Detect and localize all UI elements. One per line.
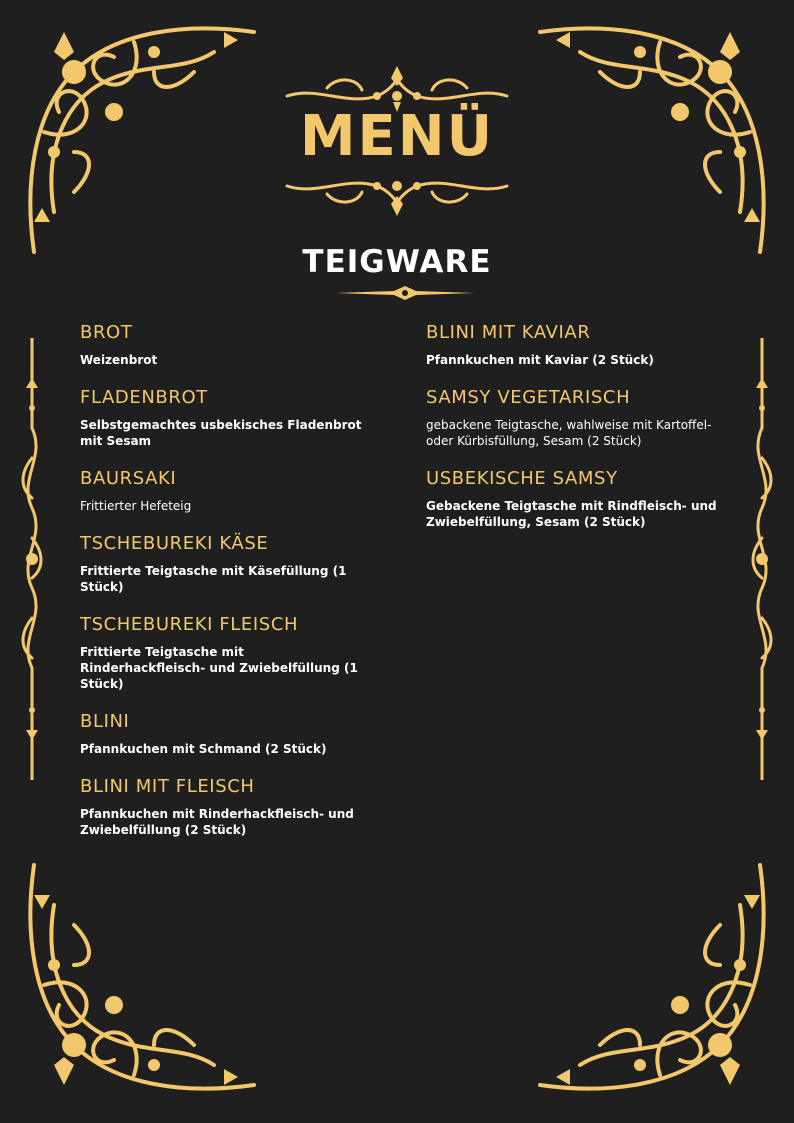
title-flourish-bottom xyxy=(277,170,517,216)
side-ornament-left xyxy=(16,338,48,780)
menu-item-name: FLADENBROT xyxy=(80,387,208,408)
menu-column-left xyxy=(80,320,370,855)
menu-item xyxy=(80,774,370,838)
menu-item-description: gebackene Teigtasche, wahlweise mit Kartoffel- oder Kürbisfüllung, Sesam (2 Stück) xyxy=(426,418,712,448)
menu-item xyxy=(426,466,736,530)
menu-column-right xyxy=(426,320,736,547)
menu-item-description: Pfannkuchen mit Rinderhackfleisch- und Zwiebelfüllung (2 Stück) xyxy=(80,807,354,837)
menu-item-name: TSCHEBUREKI KÄSE xyxy=(80,533,269,554)
menu-item-description: Pfannkuchen mit Schmand (2 Stück) xyxy=(80,742,327,756)
menu-item-description: Selbstgemachtes usbekisches Fladenbrot mit Sesam xyxy=(80,418,362,448)
side-ornament-right xyxy=(746,338,778,780)
menu-item xyxy=(80,385,370,449)
menu-item xyxy=(80,531,370,595)
menu-item xyxy=(80,709,370,757)
menu-item xyxy=(426,320,736,368)
menu-item-description: Frittierter Hefeteig xyxy=(80,499,192,513)
menu-item-name: BROT xyxy=(80,322,133,343)
page-title: MENÜ xyxy=(299,104,495,169)
menu-item xyxy=(80,612,370,692)
menu-item-description: Frittierte Teigtasche mit Rinderhackfleisch- und Zwiebelfüllung (1 Stück) xyxy=(80,645,358,691)
menu-item-name: BLINI xyxy=(80,711,130,732)
menu-item-name: USBEKISCHE SAMSY xyxy=(426,468,618,489)
section-divider xyxy=(334,285,476,301)
menu-item-name: BLINI MIT FLEISCH xyxy=(80,776,255,797)
menu-item-description: Gebackene Teigtasche mit Rindfleisch- und Zwiebelfüllung, Sesam (2 Stück) xyxy=(426,499,717,529)
menu-item-name: BAURSAKI xyxy=(80,468,177,489)
menu-item-name: TSCHEBUREKI FLEISCH xyxy=(80,614,299,635)
corner-ornament-bottom-right xyxy=(530,855,780,1105)
menu-item-description: Pfannkuchen mit Kaviar (2 Stück) xyxy=(426,353,654,367)
menu-item xyxy=(426,385,736,449)
menu-item-name: BLINI MIT KAVIAR xyxy=(426,322,591,343)
corner-ornament-bottom-left xyxy=(14,855,264,1105)
menu-item-description: Weizenbrot xyxy=(80,353,158,367)
menu-item-description: Frittierte Teigtasche mit Käsefüllung (1 Stück) xyxy=(80,564,347,594)
menu-item-name: SAMSY VEGETARISCH xyxy=(426,387,631,408)
section-title: TEIGWARE xyxy=(302,244,492,280)
menu-item xyxy=(80,320,370,368)
menu-item xyxy=(80,466,370,514)
